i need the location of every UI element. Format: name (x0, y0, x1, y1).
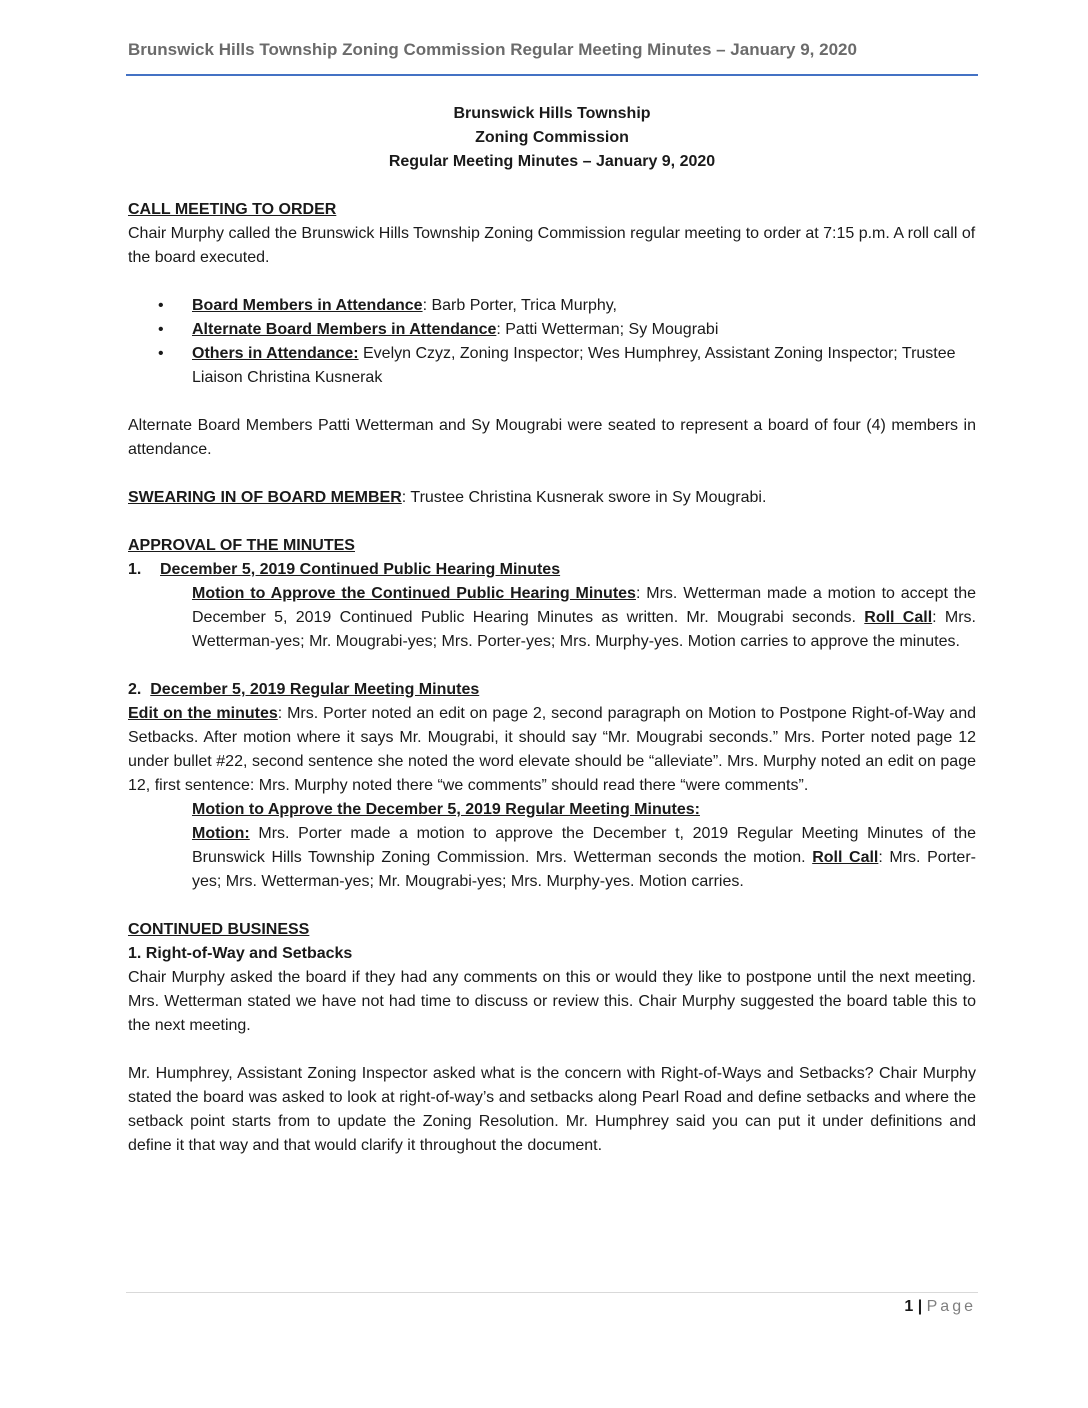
page-number-value: 1 (904, 1298, 914, 1315)
item-1-motion (128, 582, 976, 654)
list-item (128, 294, 976, 318)
page-word: Page (926, 1298, 976, 1315)
item-number: 1. (128, 561, 142, 578)
document-title (128, 102, 976, 174)
approval-item-1-title (128, 558, 976, 582)
item-title: December 5, 2019 Regular Meeting Minutes (150, 681, 480, 698)
roll-call-text: : Mrs. Wetterman-yes; Mr. Mougrabi-yes; Mrs. Porter-yes; Mrs. Murphy-yes. Motion carries to approve the minutes. (192, 609, 976, 650)
alternates-paragraph: Alternate Board Members Patti Wetterman and Sy Mougrabi were seated to represent a board of four (4) members in attendance. (128, 417, 976, 458)
swearing-in-label: SWEARING IN OF BOARD MEMBER (128, 489, 402, 506)
swearing-in-paragraph (128, 486, 976, 510)
item-title: December 5, 2019 Continued Public Hearing Minutes (160, 561, 561, 578)
roll-call-text: : Mrs. Porter-yes; Mrs. Wetterman-yes; Mr. Mougrabi-yes; Mrs. Murphy-yes. Motion carries. (192, 849, 976, 890)
footer-divider (126, 1292, 978, 1293)
motion-text: Mrs. Porter made a motion to approve the December t, 2019 Regular Meeting Minutes of the Brunswick Hills Township Zoning Commission. Mrs. Wetterman seconds the motion. (192, 825, 976, 866)
running-header: Brunswick Hills Township Zoning Commission Regular Meeting Minutes – January 9, 2020 (128, 40, 857, 59)
approval-heading: APPROVAL OF THE MINUTES (128, 537, 355, 554)
motion-label: Motion to Approve the Continued Public Hearing Minutes (192, 585, 636, 602)
call-to-order-text: Chair Murphy called the Brunswick Hills Township Zoning Commission regular meeting to order at 7:15 p.m. A roll call of the board executed. (128, 225, 976, 266)
edit-label: Edit on the minutes (128, 705, 278, 722)
item-2-motion (128, 822, 976, 894)
attendance-text: : Patti Wetterman; Sy Mougrabi (496, 321, 719, 338)
motion-label: Motion: (192, 825, 250, 842)
continued-paragraph-2: Mr. Humphrey, Assistant Zoning Inspector asked what is the concern with Right-of-Ways and Setbacks? Chair Murphy stated the board was asked to look at right-of-way’s and setbacks along Pearl Road and define setbacks and where the setback point starts from to update the Zoning Resolution. Mr. Humphrey said you can put it under definitions and define it that way and that would clarify it throughout the document. (128, 1065, 976, 1154)
continued-paragraph-1: Chair Murphy asked the board if they had any comments on this or would they like to postpone until the next meeting. Mrs. Wetterman stated we have not had time to discuss or review this. Chair Murphy suggested the board table this to the next meeting. (128, 969, 976, 1034)
list-item (128, 318, 976, 342)
attendance-label: Board Members in Attendance (192, 297, 423, 314)
list-item (128, 342, 976, 390)
attendance-label: Alternate Board Members in Attendance (192, 321, 497, 338)
call-to-order-heading: CALL MEETING TO ORDER (128, 201, 337, 218)
swearing-in-text: : Trustee Christina Kusnerak swore in Sy Mougrabi. (401, 489, 767, 506)
header-divider (126, 74, 978, 76)
title-line-3: Regular Meeting Minutes – January 9, 2020 (388, 153, 716, 170)
approval-item-2-title (128, 678, 976, 702)
attendance-list (128, 294, 976, 390)
roll-call-label: Roll Call (812, 849, 879, 866)
item-number: 2. (128, 681, 142, 698)
document-body (128, 102, 976, 1158)
edit-text: : Mrs. Porter noted an edit on page 2, second paragraph on Motion to Postpone Right-of-Way and Setbacks. After motion where it says Mr. Mougrabi, it should say “Mr. Mougrabi seconds.” Mrs. Porter noted page 12 under bullet #22, second sentence she noted the word elevate should be “alleviate”. Mrs. Murphy noted an edit on page 12, first sentence: Mrs. Murphy noted there “we comments” should read there “were comments”. (128, 705, 977, 794)
roll-call-label: Roll Call (864, 609, 933, 626)
title-line-2: Zoning Commission (475, 129, 629, 146)
motion-heading-text: Motion to Approve the December 5, 2019 Regular Meeting Minutes: (192, 801, 700, 818)
page-separator: | (917, 1298, 923, 1315)
attendance-text: : Barb Porter, Trica Murphy, (422, 297, 617, 314)
attendance-text: Evelyn Czyz, Zoning Inspector; Wes Humphrey, Assistant Zoning Inspector; Trustee Liaison Christina Kusnerak (192, 345, 956, 386)
attendance-label: Others in Attendance: (192, 345, 359, 362)
continued-business-heading: CONTINUED BUSINESS (128, 921, 310, 938)
continued-item-title: 1. Right-of-Way and Setbacks (128, 945, 353, 962)
page-number (904, 1298, 976, 1316)
motion-text: : Mrs. Wetterman made a motion to accept the December 5, 2019 Continued Public Hearing Minutes as written. Mr. Mougrabi seconds. (192, 585, 977, 626)
item-2-edit (128, 702, 976, 798)
title-line-1: Brunswick Hills Township (453, 105, 651, 122)
item-2-motion-heading (128, 798, 976, 822)
